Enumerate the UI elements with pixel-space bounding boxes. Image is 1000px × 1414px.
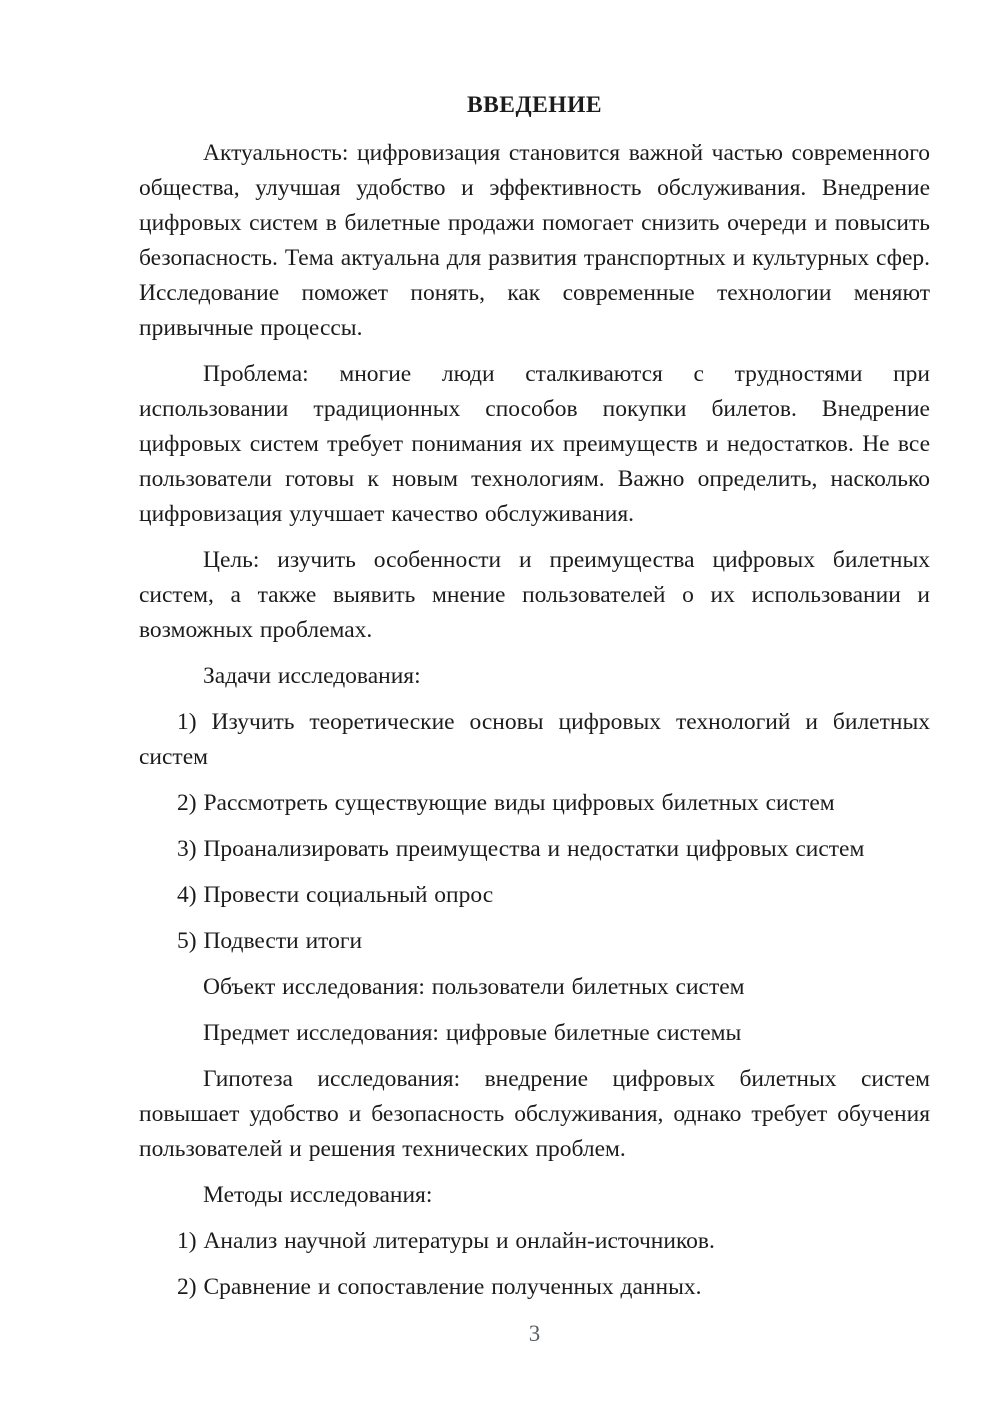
method-item-2: 2) Сравнение и сопоставление полученных данных. [177,1274,702,1300]
paragraph-problem: Проблема: многие люди сталкиваются с трудностями при использовании традиционных способов покупки билетов. Внедрение цифровых систем требует понимания их преимуществ и недостатков. Не все пользователи готовы к новым технологиям. Важно определить, насколько цифровизация улучшает качество обслуживания. [139,361,930,527]
tasks-heading: Задачи исследования: [203,663,421,689]
paragraph-hypothesis: Гипотеза исследования: внедрение цифровых билетных систем повышает удобство и безопасность обслуживания, однако требует обучения пользователей и решения технических проблем. [139,1066,930,1162]
task-item-2: 2) Рассмотреть существующие виды цифровых билетных систем [177,790,835,816]
task-item-4: 4) Провести социальный опрос [177,882,494,908]
paragraph-relevance: Актуальность: цифровизация становится важной частью современного общества, улучшая удобство и эффективность обслуживания. Внедрение цифровых систем в билетные продажи помогает снизить очереди и повысить безопасность. Тема актуальна для развития транспортных и культурных сфер. Исследование поможет понять, как современные технологии меняют привычные процессы. [139,140,930,341]
paragraph-goal: Цель: изучить особенности и преимущества цифровых билетных систем, а также выявить мнение пользователей о их использовании и возможных проблемах. [139,547,930,643]
task-item-1: 1) Изучить теоретические основы цифровых технологий и билетных систем [139,709,930,770]
task-item-3: 3) Проанализировать преимущества и недостатки цифровых систем [177,836,865,862]
section-title: ВВЕДЕНИЕ [466,92,603,118]
task-item-5: 5) Подвести итоги [177,928,363,954]
methods-heading: Методы исследования: [203,1182,433,1208]
page-number: 3 [528,1321,541,1346]
paragraph-subject: Предмет исследования: цифровые билетные системы [203,1020,742,1046]
method-item-1: 1) Анализ научной литературы и онлайн-источников. [177,1228,715,1254]
paragraph-object: Объект исследования: пользователи билетных систем [203,974,745,1000]
